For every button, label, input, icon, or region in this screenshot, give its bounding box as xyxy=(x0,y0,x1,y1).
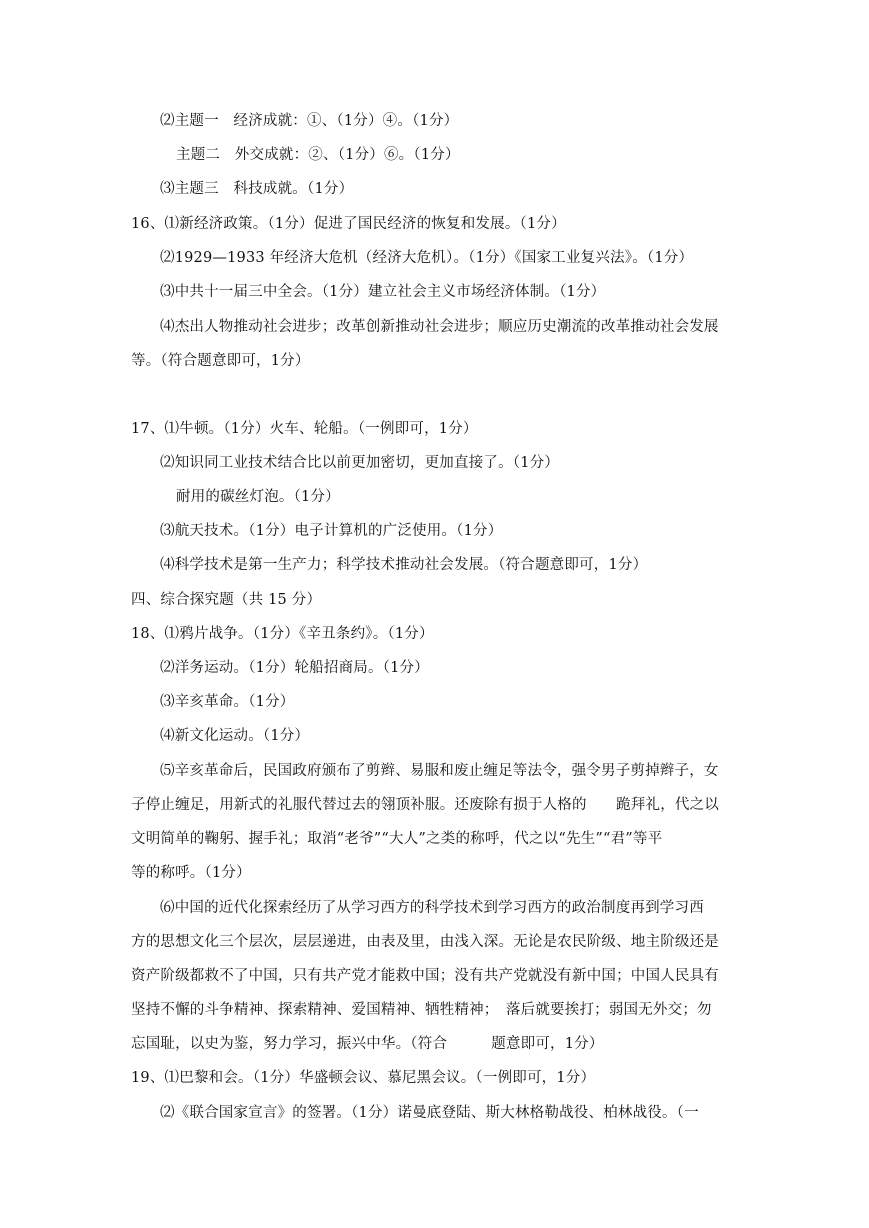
answer-18-5: ⑸辛亥革命后，民国政府颁布了剪辫、易服和废止缠足等法令，强令男子剪掉辫子，女 xyxy=(160,763,719,779)
answer-15-2-theme-two: 主题二 外交成就：②、（1分）⑥。（1分） xyxy=(176,147,460,163)
answer-18-3: ⑶辛亥革命。（1分） xyxy=(160,694,295,710)
answer-17-2-continued: 耐用的碳丝灯泡。（1分） xyxy=(176,489,340,505)
answer-16-4: ⑷杰出人物推动社会进步；改革创新推动社会进步；顺应历史潮流的改革推动社会发展 xyxy=(160,319,719,335)
answer-18-6-line5: 忘国耻，以史为鉴，努力学习，振兴中华。（符合 题意即可，1分） xyxy=(131,1036,604,1052)
answer-19-1: 19、⑴巴黎和会。（1分）华盛顿会议、慕尼黑会议。（一例即可，1分） xyxy=(131,1070,596,1086)
answer-16-1: 16、⑴新经济政策。（1分）促进了国民经济的恢复和发展。（1分） xyxy=(131,216,566,232)
answer-15-3-theme-three: ⑶主题三 科技成就。（1分） xyxy=(160,181,354,197)
answer-17-2: ⑵知识同工业技术结合比以前更加密切，更加直接了。（1分） xyxy=(160,455,560,471)
answer-18-6-line4: 坚持不懈的斗争精神、探索精神、爱国精神、牺牲精神； 落后就要挨打；弱国无外交；勿 xyxy=(131,1002,712,1018)
answer-16-3: ⑶中共十一届三中全会。（1分）建立社会主义市场经济体制。（1分） xyxy=(160,284,606,300)
answer-18-5-line2: 子停止缠足，用新式的礼服代替过去的翎顶补服。还废除有损于人格的 跪拜礼，代之以 xyxy=(131,797,719,813)
answer-16-2: ⑵1929—1933 年经济大危机（经济大危机）。（1分）《国家工业复兴法》。（1分） xyxy=(160,250,694,266)
answer-18-1: 18、⑴鸦片战争。（1分）《辛丑条约》。（1分） xyxy=(131,626,434,642)
answer-18-6: ⑹中国的近代化探索经历了从学习西方的科学技术到学习西方的政治制度再到学习西 xyxy=(160,900,704,916)
answer-18-5-line3: 文明简单的鞠躬、握手礼；取消“老爷”“大人”之类的称呼，代之以“先生”“君”等平 xyxy=(131,831,663,847)
answer-18-6-line3: 资产阶级都救不了中国，只有共产党才能救中国；没有共产党就没有新中国；中国人民具有 xyxy=(131,968,719,984)
answer-18-4: ⑷新文化运动。（1分） xyxy=(160,728,310,744)
answer-15-2-theme-one: ⑵主题一 经济成就：①、（1分）④。（1分） xyxy=(160,113,459,129)
answer-17-1: 17、⑴牛顿。（1分）火车、轮船。（一例即可，1分） xyxy=(131,421,478,437)
answer-18-5-line4: 等的称呼。（1分） xyxy=(131,865,251,881)
section-four-heading: 四、综合探究题（共 15 分） xyxy=(131,592,322,608)
answer-18-2: ⑵洋务运动。（1分）轮船招商局。（1分） xyxy=(160,660,429,676)
answer-16-4-continued: 等。（符合题意即可，1分） xyxy=(131,353,310,369)
answer-17-3: ⑶航天技术。（1分）电子计算机的广泛使用。（1分） xyxy=(160,523,503,539)
answer-18-6-line2: 方的思想文化三个层次，层层递进，由表及里，由浅入深。无论是农民阶级、地主阶级还是 xyxy=(131,934,719,950)
answer-17-4: ⑷科学技术是第一生产力；科学技术推动社会发展。（符合题意即可，1分） xyxy=(160,557,648,573)
answer-19-2: ⑵《联合国家宣言》的签署。（1分）诺曼底登陆、斯大林格勒战役、柏林战役。（一 xyxy=(160,1105,699,1121)
